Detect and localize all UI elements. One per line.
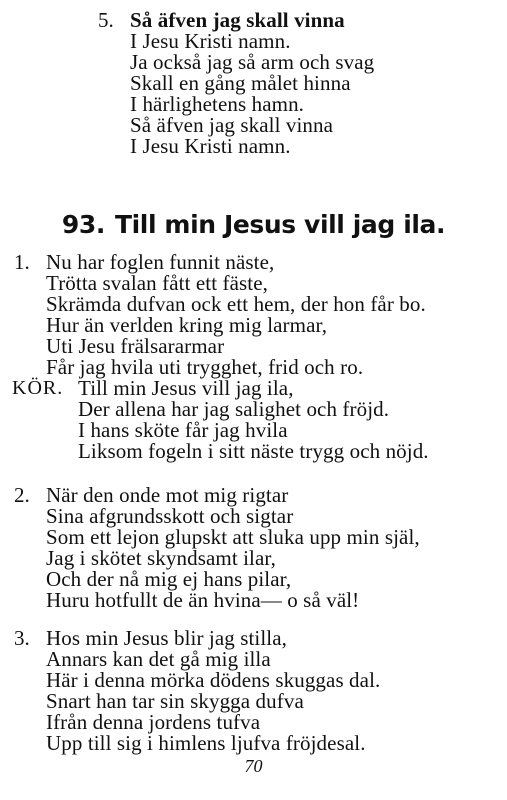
chorus-label: KÖR. bbox=[12, 377, 64, 399]
verse-line: Hos min Jesus blir jag stilla, bbox=[46, 626, 287, 650]
verse-line: Får jag hvila uti trygghet, frid och ro. bbox=[46, 355, 364, 379]
verse-line: Och der nå mig ej hans pilar, bbox=[46, 567, 292, 591]
hymn-title-text: Till min Jesus vill jag ila. bbox=[114, 210, 446, 239]
chorus-line: Till min Jesus vill jag ila, bbox=[78, 376, 294, 400]
hymn-number: 93. bbox=[61, 210, 105, 239]
verse-line: Nu har foglen funnit näste, bbox=[46, 250, 275, 274]
verse-line: Så äfven jag skall vinna bbox=[130, 8, 345, 32]
verse-line: Uti Jesu frälsararmar bbox=[46, 334, 225, 358]
verse-line: Hur än verlden kring mig larmar, bbox=[46, 313, 328, 337]
verse-line: I Jesu Kristi namn. bbox=[130, 134, 291, 158]
verse-number: 5. bbox=[98, 8, 114, 32]
verse-line: Snart han tar sin skygga dufva bbox=[46, 689, 304, 713]
verse-line: Huru hotfullt de än hvina— o så väl! bbox=[46, 588, 360, 612]
verse-line: I Jesu Kristi namn. bbox=[130, 29, 291, 53]
chorus-line: Liksom fogeln i sitt näste trygg och nöjd. bbox=[78, 439, 429, 463]
verse-line: Så äfven jag skall vinna bbox=[130, 113, 334, 137]
hymn-title bbox=[0, 210, 507, 239]
verse-line: Jag i skötet skyndsamt ilar, bbox=[46, 546, 277, 570]
verse-line: Som ett lejon glupskt att sluka upp min själ, bbox=[46, 525, 420, 549]
verse-line: Upp till sig i himlens ljufva fröjdesal. bbox=[46, 731, 366, 755]
verse-number: 1. bbox=[14, 250, 30, 274]
chorus-line: I hans sköte får jag hvila bbox=[78, 418, 288, 442]
verse-line: Här i denna mörka dödens skuggas dal. bbox=[46, 668, 381, 692]
verse-line: Skrämda dufvan ock ett hem, der hon får bo. bbox=[46, 292, 426, 316]
page-number: 70 bbox=[244, 756, 263, 776]
verse-line: Skall en gång målet hinna bbox=[130, 71, 351, 95]
verse-number: 2. bbox=[14, 483, 30, 507]
verse-number: 3. bbox=[14, 626, 30, 650]
verse-line: I härlighetens hamn. bbox=[130, 92, 305, 116]
chorus-line: Der allena har jag salighet och fröjd. bbox=[78, 397, 390, 421]
verse-line: Trötta svalan fått ett fäste, bbox=[46, 271, 268, 295]
verse-line: Ja också jag så arm och svag bbox=[130, 50, 375, 74]
verse-line: Sina afgrundsskott och sigtar bbox=[46, 504, 294, 528]
verse-line: Ifrån denna jordens tufva bbox=[46, 710, 261, 734]
verse-line: När den onde mot mig rigtar bbox=[46, 483, 289, 507]
verse-line: Annars kan det gå mig illa bbox=[46, 647, 271, 671]
